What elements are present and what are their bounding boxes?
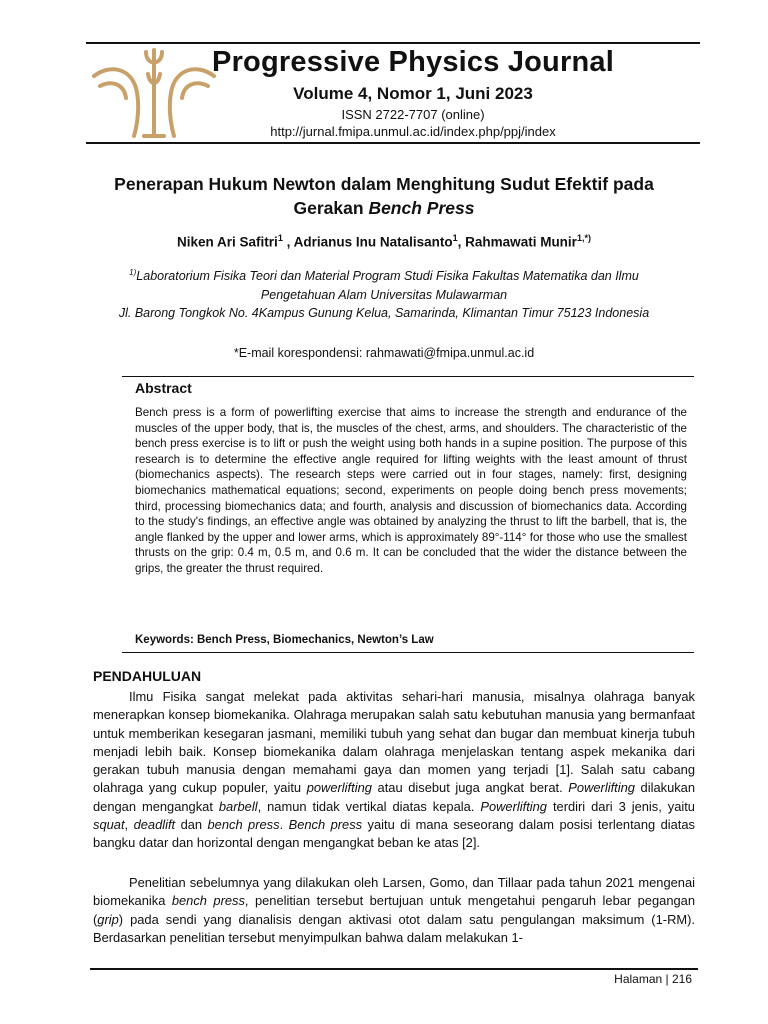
paragraph-run: atau disebut juga angkat berat. [371,780,569,796]
correspondence-email: *E-mail korespondensi: rahmawati@fmipa.unmul.ac.id [233,346,535,360]
affiliation-address: Jl. Barong Tongkok No. 4Kampus Gunung Kelua, Samarinda, Klimantan Timur 75123 Indonesia [118,306,650,321]
paragraph-run: Ilmu Fisika sangat melekat pada aktivitas sehari-hari manusia, misalnya olahraga banyak menerapkan konsep biomekanika. Olahraga merupakan salah satu kebutuhan manusia yang bermanfaat untuk memberikan kesegaran jasmani, memiliki tubuh yang sehat dan bugar dan membuat kinerja tubuh menjadi lebih baik. Konsep biomekanika dalam olahraga menjelaskan tentang aspek mekanika dari gerakan tubuh manusia dengan memahami gaya dan momen yang terjadi [1]. Salah satu cabang olahraga yang cukup populer, yaitu [93,689,695,796]
abstract-top-rule [122,376,694,377]
author-affiliation-mark: 1 [452,233,458,243]
keywords: Keywords: Bench Press, Biomechanics, Newton’s Law [135,634,434,646]
header-top-rule [86,42,700,44]
affiliation-text: Laboratorium Fisika Teori dan Material Program Studi Fisika Fakultas Matematika dan Ilmu [136,269,639,284]
paragraph-run: ) pada sendi yang dianalisis dengan aktivasi otot dalam satu pengulangan maksimum (1-RM). Berdasarkan penelitian tersebut menyimpulkan bahwa dalam melakukan 1- [93,911,695,945]
affiliation-line: Pengetahuan Alam Universitas Mulawarman [260,287,508,302]
paper-title-line2-plain: Gerakan [293,198,369,218]
paragraph-run: terdiri dari 3 jenis, yaitu [546,798,695,814]
author-list [70,233,698,250]
paragraph-run: powerlifting [306,780,372,796]
paragraph-run: dilakukan dengan mengangkat [93,780,696,814]
paragraph-run: . [279,817,289,833]
paragraph-run: yaitu di mana seseorang dalam posisi terlentang diatas bangku datar dan horizontal dengan mengangkat beban ke atas [2]. [93,817,695,851]
paragraph-run: deadlift [133,817,176,833]
journal-url[interactable]: http://jurnal.fmipa.unmul.ac.id/index.php/ppj/index [270,124,556,139]
affiliation-block [70,264,698,323]
author-name: Niken Ari Safitri [177,234,278,250]
affiliation-line [70,264,698,286]
section-heading: PENDAHULUAN [93,668,202,684]
paragraph-run: dan [175,817,208,833]
journal-issn: ISSN 2722-7707 (online) [341,107,485,122]
journal-title: Progressive Physics Journal [212,46,614,78]
body-paragraph-1 [93,688,695,853]
paragraph-run: barbell [218,798,258,814]
paragraph-run: squat [93,817,125,833]
author-separator: , [457,234,466,250]
abstract-heading: Abstract [135,380,192,396]
footer-rule [90,968,698,970]
author-affiliation-mark: 1 [277,233,283,243]
affiliation-mark: 1) [129,268,137,277]
body-paragraph-2 [93,874,695,947]
page-number: Halaman | 216 [614,972,692,986]
paragraph-run: bench press [207,817,280,833]
author-name: Adrianus Inu Natalisanto [293,234,453,250]
abstract-text: Bench press is a form of powerlifting exercise that aims to increase the strength and endurance of the muscles of the upper body, that is, the muscles of the chest, arms, and shoulders. The characteristic of the bench press exercise is to lift or push the weight using both hands in a supine position. The purpose of this research is to determine the effective angle required for lifting weights with the least amount of thrust (biomechanics aspects). The research steps were carried out in four stages, namely: first, designing biomechanics mathematical equations; second, experiments on people doing bench press movements; third, processing biomechanics data; and fourth, analysis and discussion of biomechanics data. According to the study's findings, an effective angle was obtained by analyzing the thrust to lift the barbell, that is, the angle flanked by the upper and lower arms, which is approximately 89°-114° for those who use the smallest thrusts on the grip: 0.4 m, 0.5 m, and 0.6 m. It can be concluded that the wider the distance between the grips, the greater the thrust required. [135,406,687,575]
author-affiliation-mark: 1,*) [576,233,591,243]
paper-title-line2-italic: Bench Press [368,198,475,218]
author-name: Rahmawati Munir [465,234,577,250]
abstract-bottom-rule [122,652,694,653]
journal-volume: Volume 4, Nomor 1, Juni 2023 [293,84,533,103]
paragraph-run: , penelitian tersebut bertujuan untuk mengetahui pengaruh lebar pegangan ( [93,893,695,927]
paragraph-run: Powerlifting [568,780,635,796]
paragraph-run: , namun tidak vertikal diatas kepala. [257,798,481,814]
paragraph-run: bench press [171,893,245,909]
header-bottom-rule [86,142,700,144]
paragraph-run: , [124,817,134,833]
paragraph-run: Penelitian sebelumnya yang dilakukan oleh Larsen, Gomo, dan Tillaar pada tahun 2021 mengenai biomekanika [93,875,695,909]
paragraph-run: grip [97,911,119,927]
paper-title-line2 [70,196,698,220]
paragraph-run: Bench press [288,817,363,833]
paper-title-line1: Penerapan Hukum Newton dalam Menghitung Sudut Efektif pada [114,174,654,194]
author-separator: , [286,234,294,250]
paragraph-run: Powerlifting [480,798,547,814]
paper-title [70,172,698,220]
